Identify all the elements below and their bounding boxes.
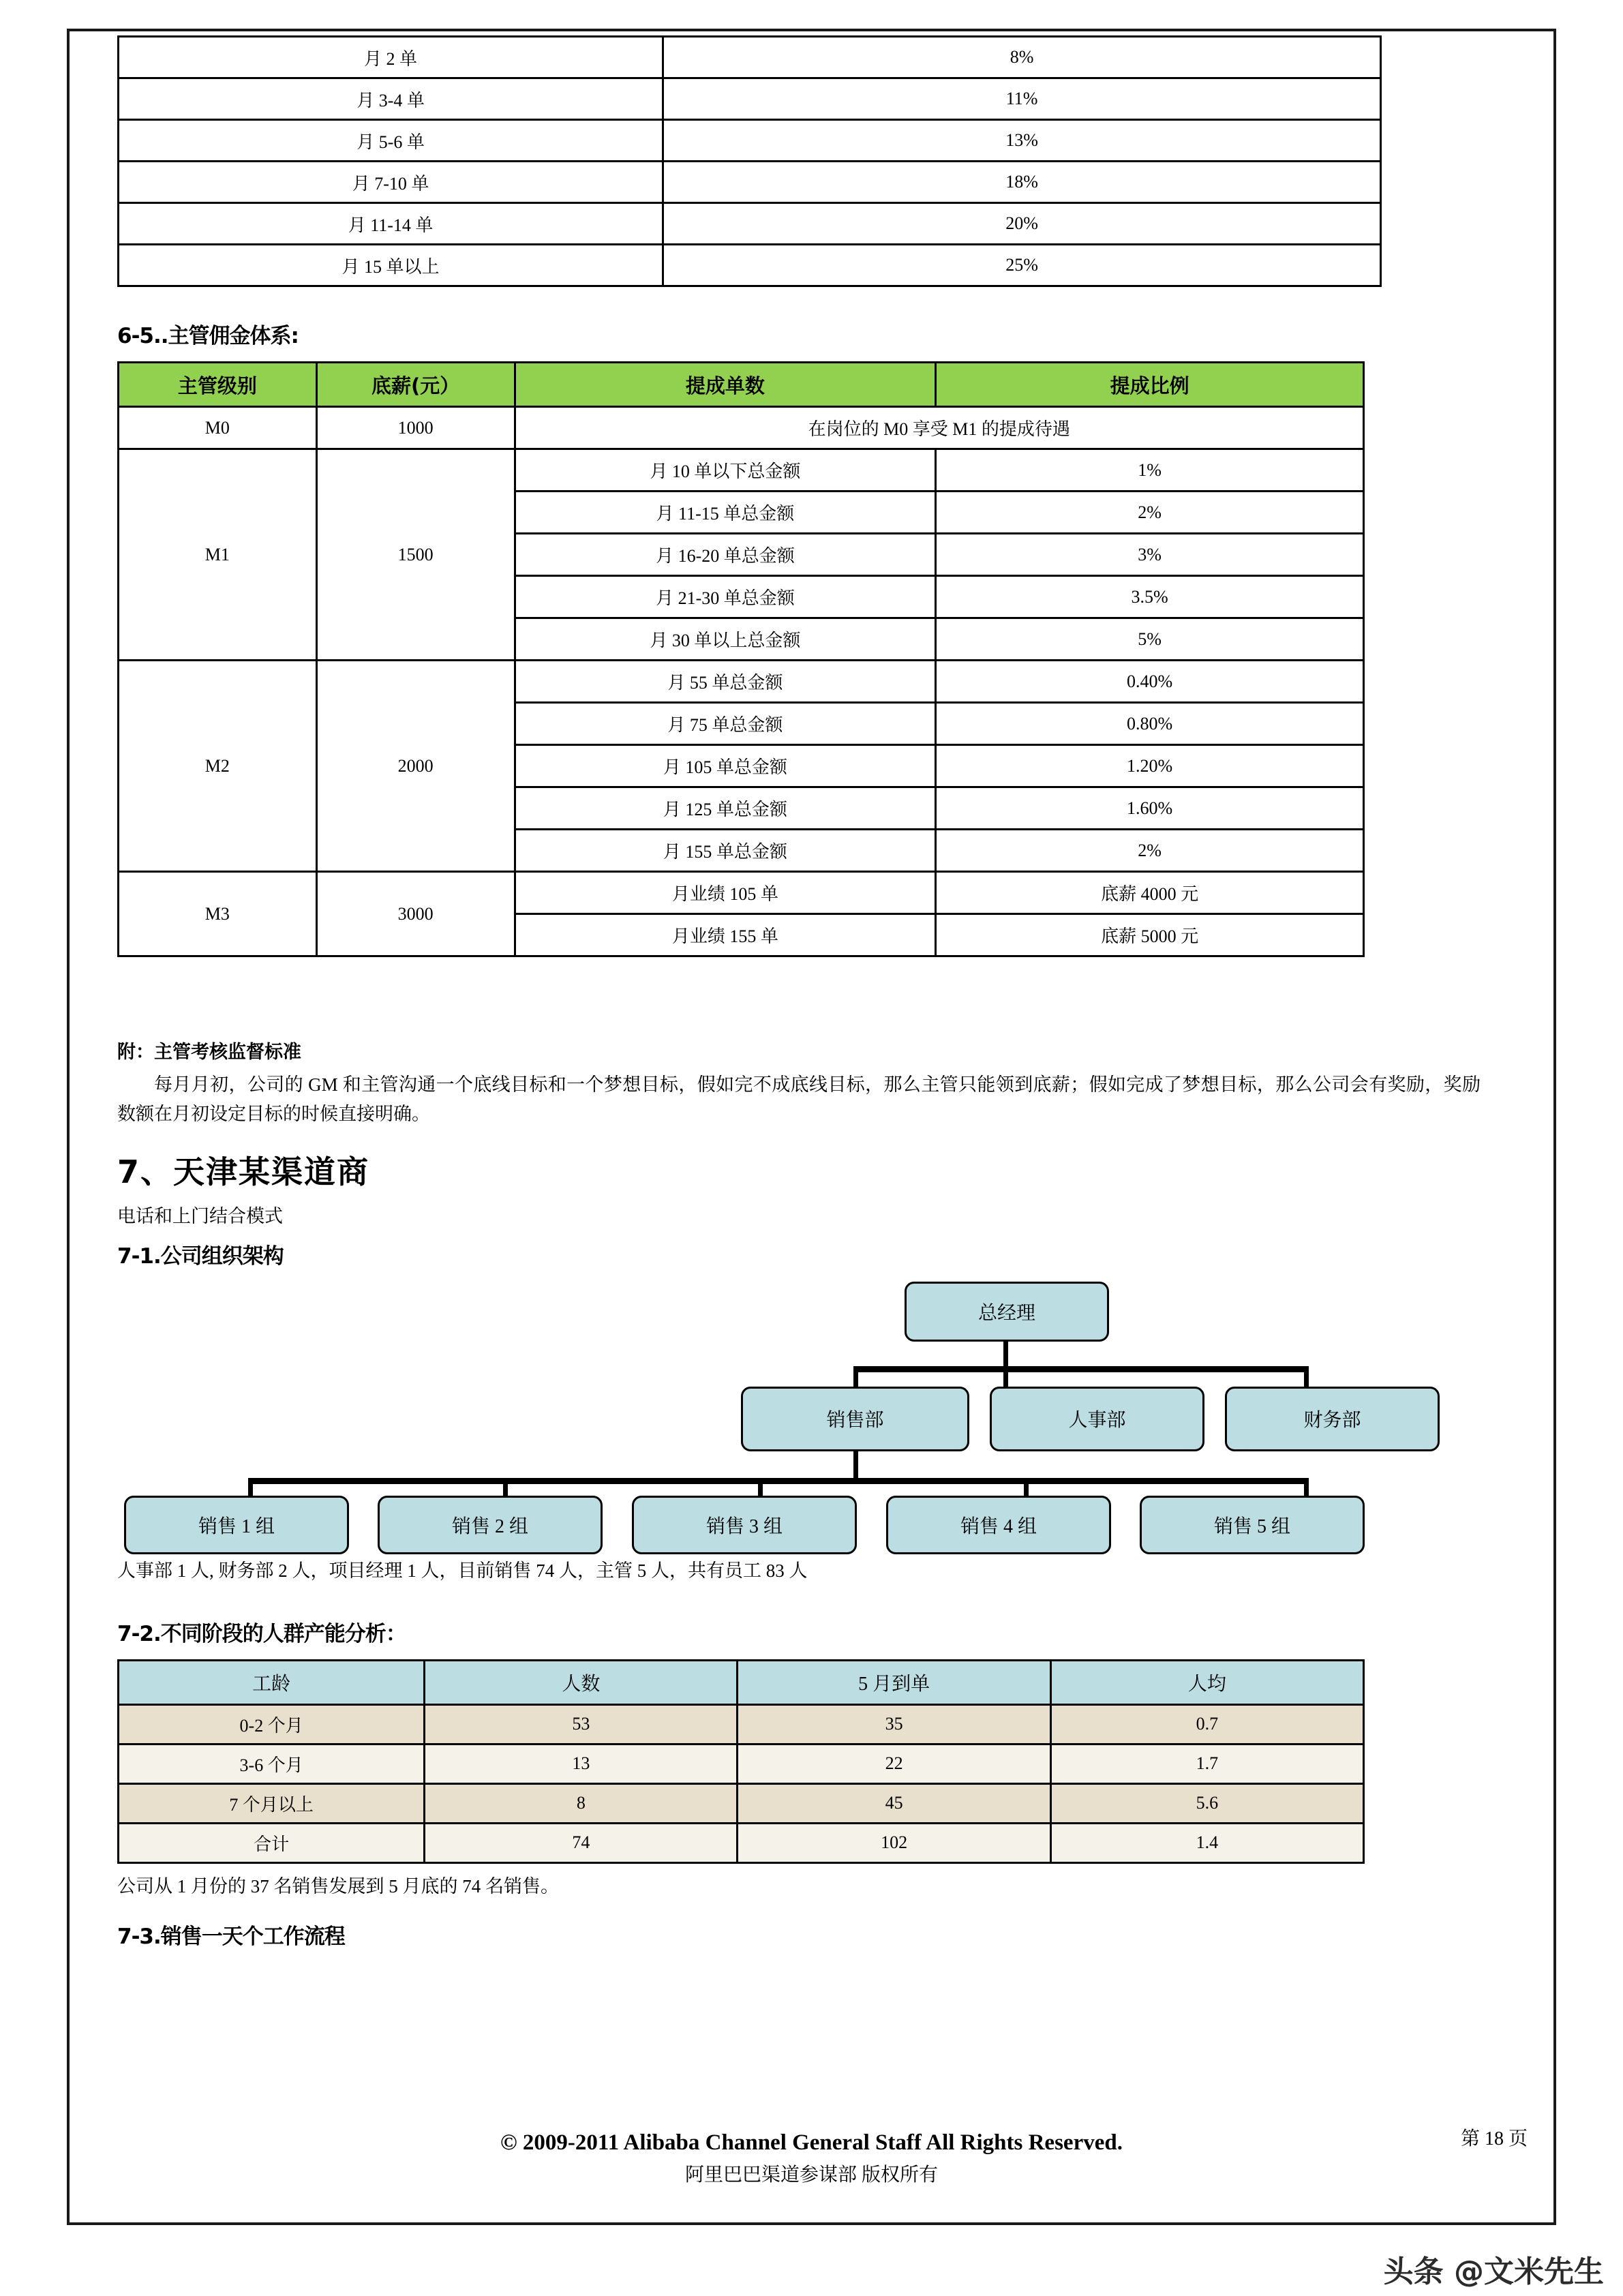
org-node-label: 销售部 [826,1410,884,1432]
footer-org: 阿里巴巴渠道参谋部 版权所有 [684,2164,938,2186]
section-heading-7-3: 7-3.销售一天个工作流程 [117,1924,345,1950]
col-header-level: 主管级别 [119,363,317,407]
rate-cell: 2% [936,492,1364,534]
col-header-orders: 提成单数 [515,363,936,407]
org-connector-vertical [1024,1478,1029,1497]
col-header-people: 人数 [425,1660,738,1704]
rate-cell: 5% [936,618,1364,661]
orders-cell: 月业绩 105 单 [515,872,936,914]
rate-tier: 月 15 单以上 [119,245,663,286]
rate-cell: 3% [936,534,1364,576]
level-cell: M3 [119,872,317,956]
table-row [119,120,1381,162]
col-header-tenure: 工龄 [119,1660,425,1704]
base-salary-cell: 2000 [316,661,515,872]
table-row [119,449,1364,492]
orders-cell: 月 55 单总金额 [515,661,936,703]
base-salary-cell: 1000 [316,407,515,449]
org-node-label: 销售 1 组 [198,1515,275,1537]
productivity-note: 公司从 1 月份的 37 名销售发展到 5 月底的 74 名销售。 [117,1875,559,1897]
col-header-rate: 提成比例 [936,363,1364,407]
org-chart-note: 人事部 1 人, 财务部 2 人，项目经理 1 人，目前销售 74 人，主管 5 人，共有员工 83 人 [117,1560,808,1581]
rate-tier: 月 7-10 单 [119,162,663,203]
rate-cell: 底薪 4000 元 [936,872,1364,914]
page-footer [70,2130,1553,2187]
org-node-sales-team-2 [378,1496,603,1554]
org-node-sales-team-1 [124,1496,349,1554]
orders-cell: 月业绩 155 单 [515,914,936,956]
orders-cell: 月 155 单总金额 [515,830,936,872]
rate-tier: 月 11-14 单 [119,203,663,245]
org-node-sales-team-4 [886,1496,1111,1554]
average-cell: 0.7 [1050,1704,1363,1744]
org-node-label: 销售 3 组 [706,1515,783,1537]
rate-tier: 月 5-6 单 [119,120,663,162]
rate-value: 20% [663,203,1381,245]
tenure-cell: 7 个月以上 [119,1783,425,1823]
rate-value: 8% [663,37,1381,78]
rate-tier: 月 2 单 [119,37,663,78]
page-number: 第 18 页 [1460,2128,1528,2149]
table-row [119,1783,1364,1823]
table-row [119,1744,1364,1783]
section-heading-7: 7、天津某渠道商 [117,1153,370,1191]
org-node-label: 财务部 [1303,1410,1361,1432]
table-row [119,37,1381,78]
org-connector-vertical [1304,1478,1309,1497]
org-node-label: 销售 5 组 [1213,1515,1290,1537]
orders-cell: 45 [738,1783,1050,1823]
commission-rate-table [117,35,1382,287]
average-cell: 1.4 [1050,1823,1363,1862]
org-connector-vertical [758,1478,763,1497]
org-connector-horizontal [248,1478,1309,1484]
org-connector-horizontal [853,1366,1309,1372]
orders-cell: 月 75 单总金额 [515,703,936,745]
org-node-label: 总经理 [977,1302,1035,1324]
orders-cell: 月 11-15 单总金额 [515,492,936,534]
level-cell: M0 [119,407,317,449]
table-header-row [119,363,1364,407]
rate-cell: 3.5% [936,576,1364,618]
page-content [117,31,1511,1950]
org-node-label: 销售 4 组 [960,1515,1037,1537]
table-row [119,203,1381,245]
org-node-sales-team-5 [1140,1496,1365,1554]
appendix-title: 附：主管考核监督标准 [117,1042,301,1062]
section-heading-7-1: 7-1.公司组织架构 [117,1243,284,1269]
section-7-subtitle: 电话和上门结合模式 [117,1206,283,1227]
org-node-label: 人事部 [1068,1410,1126,1432]
orders-cell: 102 [738,1823,1050,1862]
org-connector-vertical [853,1451,858,1481]
orders-cell: 月 10 单以下总金额 [515,449,936,492]
org-connector-vertical [1003,1366,1008,1388]
rate-cell: 底薪 5000 元 [936,914,1364,956]
col-header-base-salary: 底薪(元） [316,363,515,407]
orders-cell: 35 [738,1704,1050,1744]
org-connector-vertical [503,1478,508,1497]
merged-note-cell: 在岗位的 M0 享受 M1 的提成待遇 [515,407,1363,449]
table-row [119,661,1364,703]
org-node-finance-dept [1225,1387,1440,1451]
rate-cell: 1% [936,449,1364,492]
people-cell: 13 [425,1744,738,1783]
table-row [119,872,1364,914]
base-salary-cell: 1500 [316,449,515,661]
footer-copyright: © 2009-2011 Alibaba Channel General Staff All Rights Reserved. [500,2130,1123,2155]
rate-tier: 月 3-4 单 [119,78,663,120]
org-node-sales-team-3 [632,1496,857,1554]
col-header-may-orders: 5 月到单 [738,1660,1050,1704]
rate-cell: 1.60% [936,787,1364,830]
orders-cell: 月 30 单以上总金额 [515,618,936,661]
col-header-average: 人均 [1050,1660,1363,1704]
appendix-paragraph: 每月月初，公司的 GM 和主管沟通一个底线目标和一个梦想目标，假如完不成底线目标，那么主管只能领到底薪；假如完成了梦想目标，那么公司会有奖励，奖励数额在月初设定目标的时候直接明确。 [117,1074,1481,1125]
table-row [119,1823,1364,1862]
tenure-cell: 0-2 个月 [119,1704,425,1744]
people-cell: 8 [425,1783,738,1823]
tenure-cell: 合计 [119,1823,425,1862]
rate-cell: 0.40% [936,661,1364,703]
org-connector-vertical [853,1366,858,1388]
org-connector-vertical [248,1478,253,1497]
org-node-sales-dept [741,1387,969,1451]
org-connector-vertical [1304,1366,1309,1388]
table-row [119,407,1364,449]
org-node-root [905,1282,1109,1342]
orders-cell: 月 16-20 单总金额 [515,534,936,576]
people-cell: 53 [425,1704,738,1744]
tenure-cell: 3-6 个月 [119,1744,425,1783]
table-row [119,78,1381,120]
orders-cell: 月 21-30 单总金额 [515,576,936,618]
watermark: 头条 @文米先生 [1383,2254,1604,2289]
average-cell: 5.6 [1050,1783,1363,1823]
org-node-label: 销售 2 组 [451,1515,528,1537]
org-chart [117,1269,1511,1539]
rate-value: 18% [663,162,1381,203]
rate-value: 11% [663,78,1381,120]
section-heading-6-5: 6-5..主管佣金体系: [117,324,299,348]
orders-cell: 22 [738,1744,1050,1783]
rate-cell: 0.80% [936,703,1364,745]
table-row [119,245,1381,286]
orders-cell: 月 125 单总金额 [515,787,936,830]
rate-value: 13% [663,120,1381,162]
section-heading-7-2: 7-2.不同阶段的人群产能分析： [117,1621,406,1646]
level-cell: M2 [119,661,317,872]
productivity-table [117,1659,1365,1864]
org-connector-vertical [1003,1342,1008,1369]
rate-cell: 1.20% [936,745,1364,787]
table-row [119,1704,1364,1744]
average-cell: 1.7 [1050,1744,1363,1783]
level-cell: M1 [119,449,317,661]
document-page [67,29,1556,2225]
supervisor-commission-table [117,361,1365,957]
base-salary-cell: 3000 [316,872,515,956]
people-cell: 74 [425,1823,738,1862]
org-node-hr-dept [990,1387,1204,1451]
rate-value: 25% [663,245,1381,286]
orders-cell: 月 105 单总金额 [515,745,936,787]
table-header-row [119,1660,1364,1704]
table-row [119,162,1381,203]
rate-cell: 2% [936,830,1364,872]
